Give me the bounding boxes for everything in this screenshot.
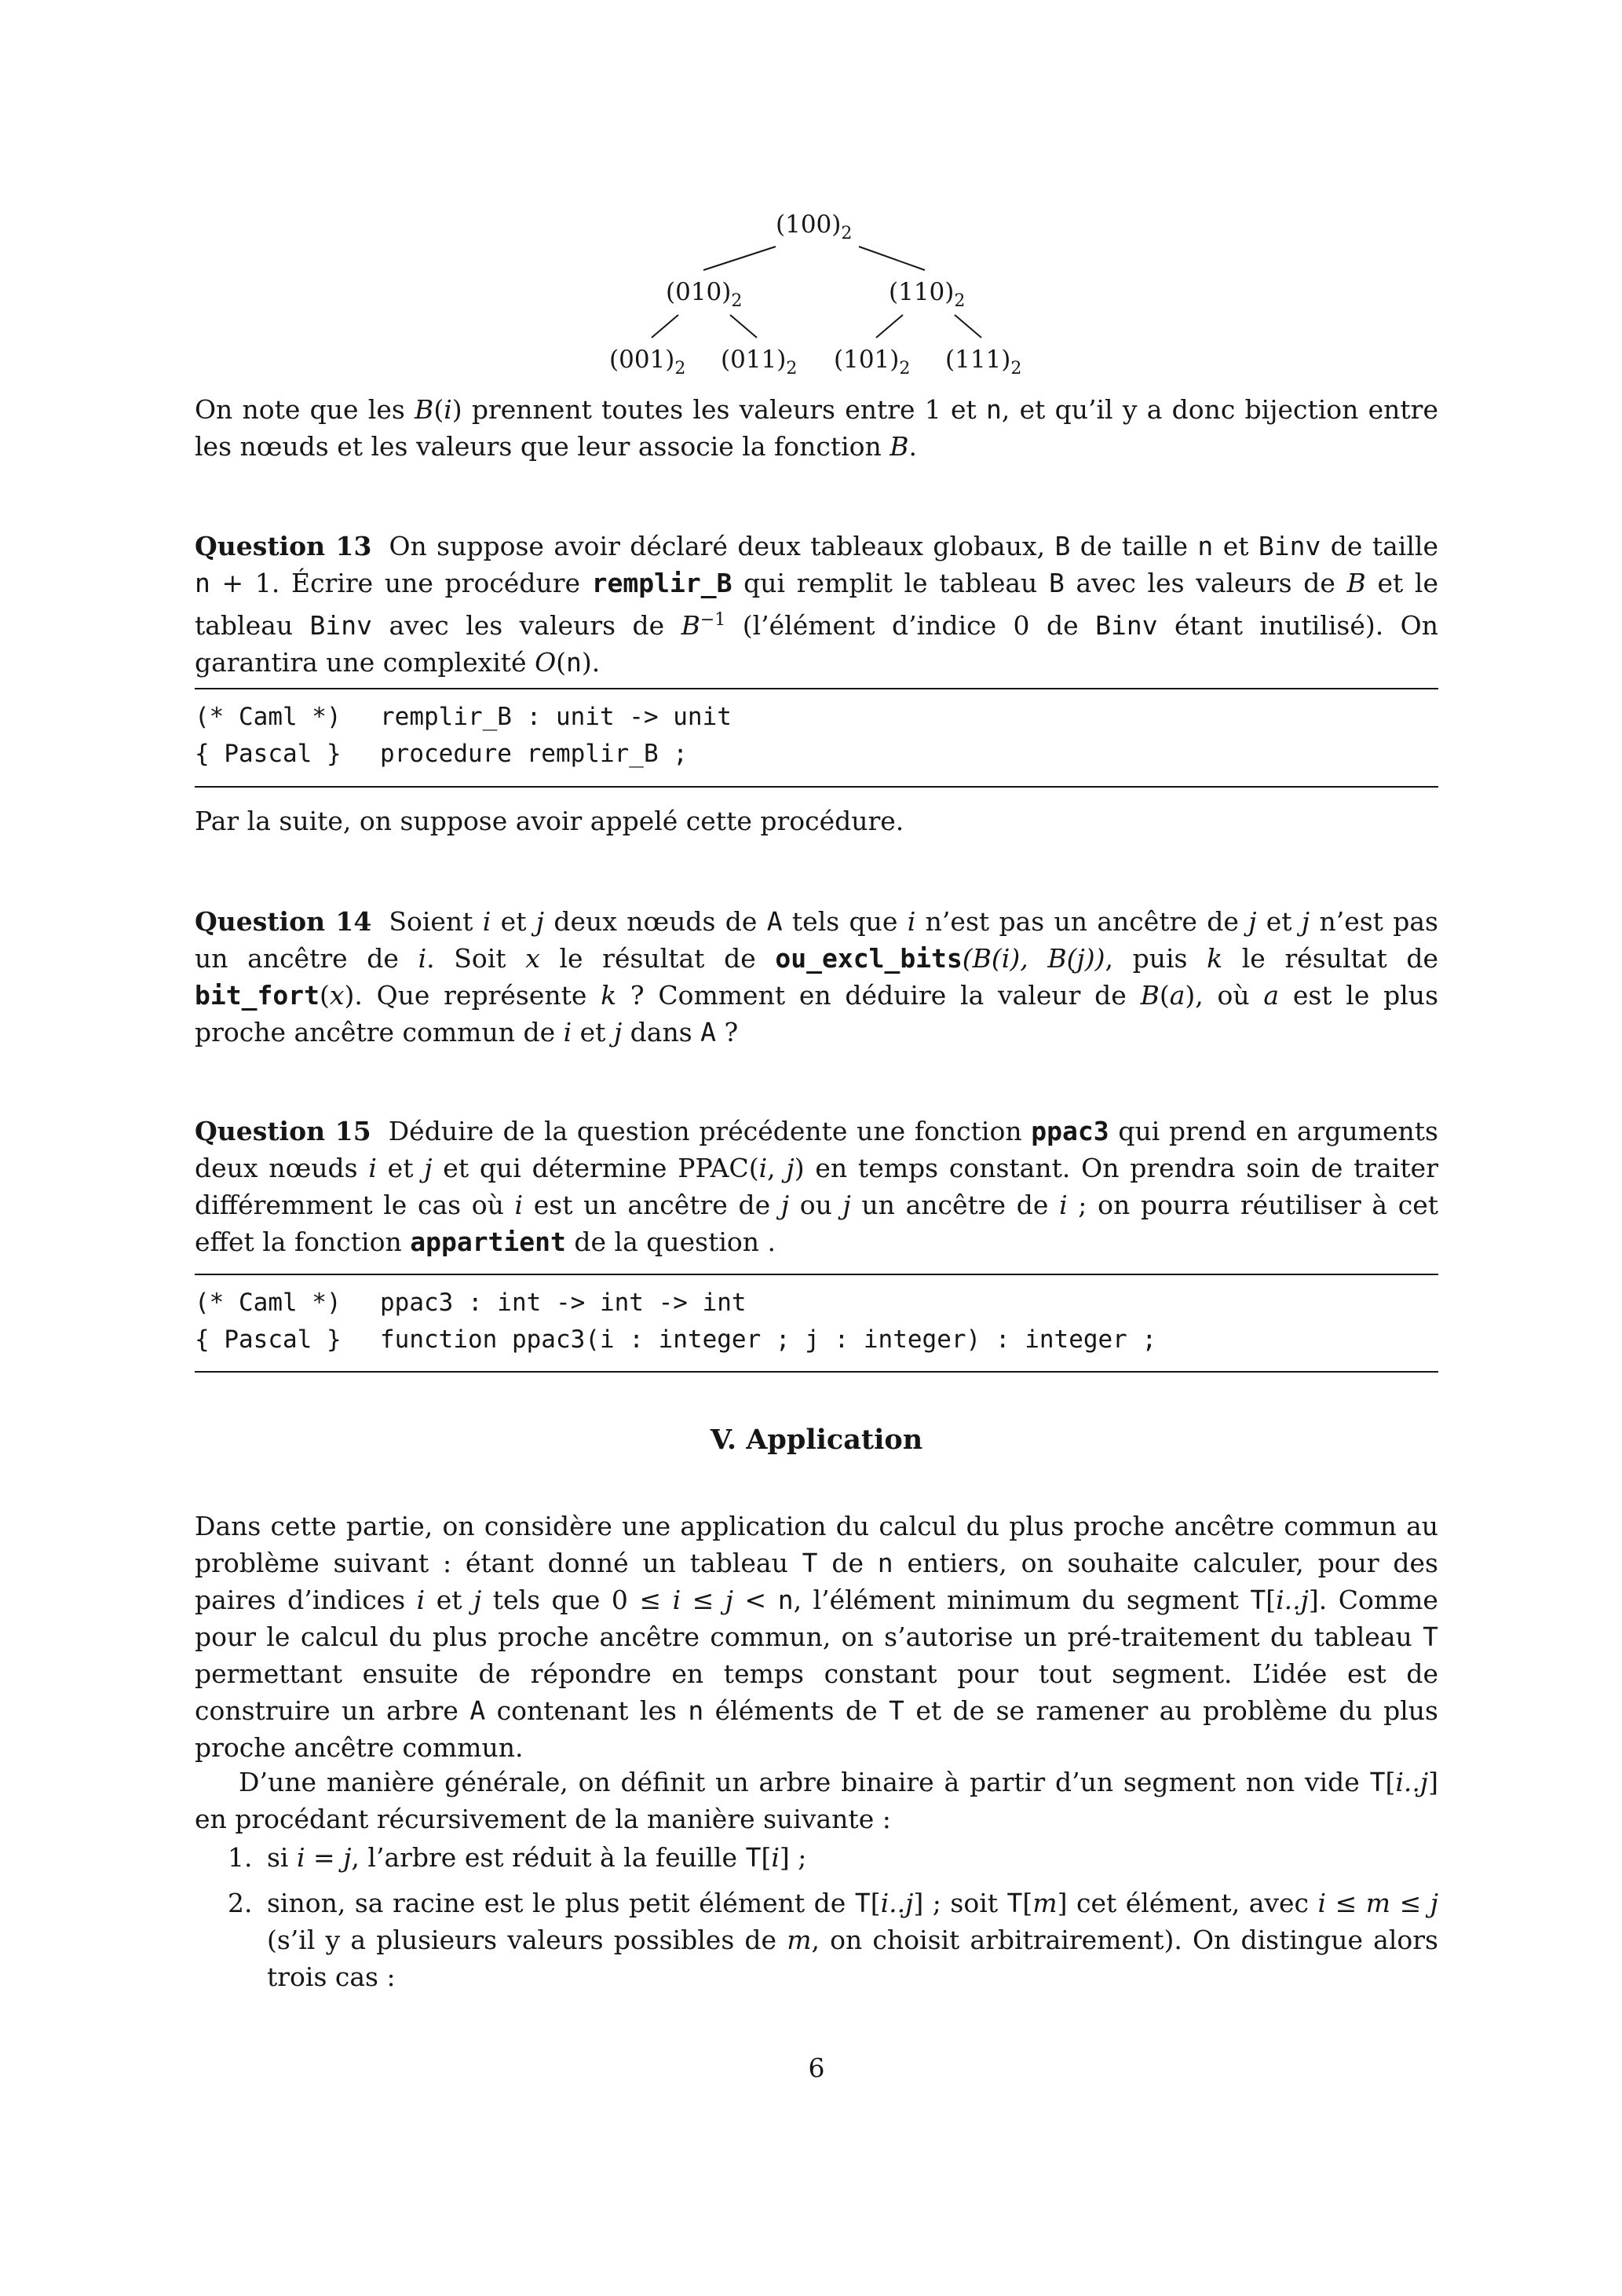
intro-paragraph: On note que les B(i) prennent toutes les valeurs entre 1 et n, et qu’il y a donc bijection entre les nœuds et les valeurs que leur associe la fonction B. xyxy=(195,394,1438,462)
tree-node-left-right: $(011)_2$ xyxy=(721,345,798,378)
tree-edge-right-left xyxy=(876,315,903,338)
application-paragraph-2: D’une manière générale, on définit un arbre binaire à partir d’un segment non vide T[i..j] en procédant récursivement de la manière suivante : xyxy=(195,1767,1438,1834)
question-13: Question 13 On suppose avoir déclaré deux tableaux globaux, B de taille n et Binv de taille n + 1. Écrire une procédure remplir_B qui remplit le tableau B avec les valeurs de B et le tableau Binv avec les valeurs de $B^{-1}$ (l’élément d’indice 0 de Binv étant inutilisé). On garantira une complexité O(n). xyxy=(195,531,1438,678)
question-13-heading: Question 13 xyxy=(195,531,372,561)
tree-edge-root-right xyxy=(859,247,925,270)
section-title: V. Application xyxy=(710,1424,923,1456)
tree-node-left: $(010)_2$ xyxy=(666,278,743,311)
tree-node-left-left: $(001)_2$ xyxy=(609,345,686,378)
code-line-pascal-q15: { Pascal } function ppac3(i : integer ; j : integer) : integer ; xyxy=(195,1325,1157,1354)
question-14: Question 14 Soient i et j deux nœuds de A tels que i n’est pas un ancêtre de j et j n’est pas un ancêtre de i. Soit x le résultat de ou_excl_bits(B(i), B(j)), puis k le résultat de bit_fort(x). Que représente k ? Comment en déduire la valeur de B(a), où a est le plus proche ancêtre commun de i et j dans A ? xyxy=(195,906,1439,1047)
list-item-number: 2. xyxy=(228,1888,253,1918)
q13-after-text: Par la suite, on suppose avoir appelé cette procédure. xyxy=(195,806,904,836)
tree-node-right-right: $(111)_2$ xyxy=(945,345,1022,378)
code-line-pascal-q13: { Pascal } procedure remplir_B ; xyxy=(195,740,688,768)
tree-edge-root-left xyxy=(703,247,776,270)
list-item-body: si i = j, l’arbre est réduit à la feuille T[i] ; xyxy=(267,1842,807,1873)
list-item xyxy=(228,1885,1438,1995)
application-paragraph-1: Dans cette partie, on considère une application du calcul du plus proche ancêtre commun au problème suivant : étant donné un tableau T de n entiers, on souhaite calculer, pour des paires d’indices i et j tels que 0 ≤ i ≤ j < n, l’élément minimum du segment T[i..j]. Comme pour le calcul du plus proche ancêtre commun, on s’autorise un pré-traitement du tableau T permettant ensuite de répondre en temps constant pour tout segment. L’idée est de construire un arbre A contenant les n éléments de T et de se ramener au problème du plus proche ancêtre commun. xyxy=(195,1511,1438,1763)
tree-node-right-left: $(101)_2$ xyxy=(834,345,911,378)
code-line-caml-q13: (* Caml *) remplir_B : unit -> unit xyxy=(195,703,732,731)
tree-edge-left-left xyxy=(652,315,678,338)
code-rule-bottom-q13 xyxy=(195,786,1438,788)
code-rule-bottom-q15 xyxy=(195,1371,1438,1373)
list-item xyxy=(228,1839,1438,1876)
tree-node-right: $(110)_2$ xyxy=(889,278,966,311)
code-rule-top-q13 xyxy=(195,688,1438,689)
list-item-number: 1. xyxy=(228,1842,253,1873)
list-item-body: sinon, sa racine est le plus petit élément de T[i..j] ; soit T[m] cet élément, avec i ≤ m ≤ j (s’il y a plusieurs valeurs possibles de m, on choisit arbitrairement). On distingue alors trois cas : xyxy=(267,1888,1439,1992)
page-number: 6 xyxy=(808,2053,825,2083)
tree-edge-right-right xyxy=(955,315,981,338)
question-15: Question 15 Déduire de la question précédente une fonction ppac3 qui prend en arguments deux nœuds i et j et qui détermine PPAC(i, j) en temps constant. On prendra soin de traiter différemment le cas où i est un ancêtre de j ou j un ancêtre de i ; on pourra réutiliser à cet effet la fonction appartient de la question . xyxy=(195,1116,1439,1257)
question-15-heading: Question 15 xyxy=(195,1116,371,1146)
tree-node-root: $(100)_2$ xyxy=(776,210,853,243)
binary-tree-diagram xyxy=(581,206,1052,386)
code-line-caml-q15: (* Caml *) ppac3 : int -> int -> int xyxy=(195,1289,747,1317)
code-rule-top-q15 xyxy=(195,1274,1438,1275)
question-14-heading: Question 14 xyxy=(195,906,372,937)
tree-edge-left-right xyxy=(730,315,757,338)
